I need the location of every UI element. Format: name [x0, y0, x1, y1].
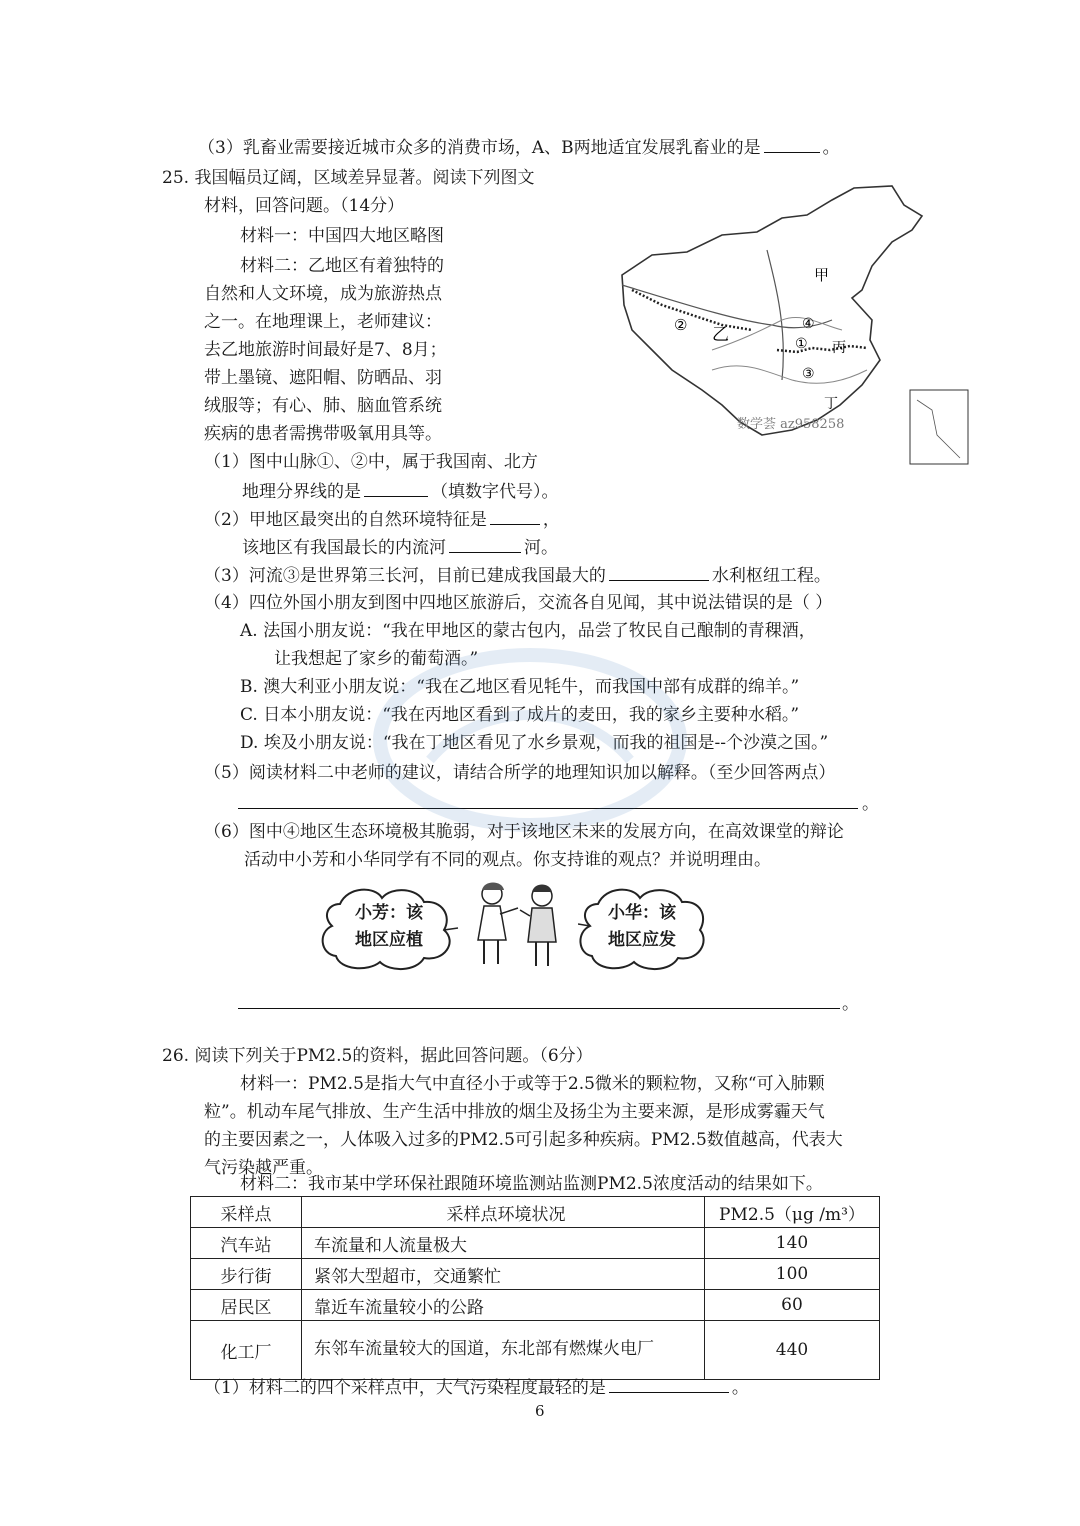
cell-env: 东邻车流量较大的国道，东北部有燃煤火电厂: [302, 1321, 705, 1380]
table-row: [191, 1259, 880, 1290]
q25-intro-1: 25. 我国幅员辽阔，区域差异显著。阅读下列图文: [162, 168, 535, 188]
answer-blank[interactable]: [449, 536, 521, 553]
header-env: 采样点环境状况: [302, 1197, 705, 1228]
q25-intro-2: 材料，回答问题。（14分）: [204, 196, 405, 216]
header-pm: PM2.5（μg /m³）: [705, 1197, 880, 1228]
q25-2-line-a: [204, 508, 560, 530]
q25-6-answer-line[interactable]: [238, 1008, 840, 1009]
cloud-xiaohua-line-2: 地区应发: [608, 930, 676, 951]
q25-2-text: （2）甲地区最突出的自然环境特征是: [204, 510, 487, 530]
answer-blank[interactable]: [609, 564, 709, 581]
material-2-line-4: 去乙地旅游时间最好是7、8月；: [204, 340, 447, 360]
option-c: C. 日本小朋友说：“我在丙地区看到了成片的麦田，我的家乡主要种水稻。”: [240, 705, 800, 725]
answer-blank[interactable]: [490, 508, 540, 525]
q25-5-line: （5）阅读材料二中老师的建议，请结合所学的地理知识加以解释。（至少回答两点）: [204, 763, 836, 783]
q25-5-end: 。: [862, 794, 879, 814]
region-boundary-north: [622, 285, 832, 328]
option-a-line-1: A. 法国小朋友说：“我在甲地区的蒙古包内，品尝了牧民自己酿制的青稞酒，: [240, 621, 816, 641]
material-2-line-5: 带上墨镜、遮阳帽、防晒品、羽: [204, 368, 442, 388]
pm25-table: [190, 1196, 880, 1380]
river-yellow: [712, 317, 842, 350]
q26-intro: 26. 阅读下列关于PM2.5的资料，据此回答问题。（6分）: [162, 1046, 593, 1066]
material-2-line-3: 之一。在地理课上，老师建议：: [204, 312, 442, 332]
q25-6-line-a: （6）图中④地区生态环境极其脆弱，对于该地区未来的发展方向，在高效课堂的辩论: [204, 822, 844, 842]
material-2-line-6: 绒服等；有心、肺、脑血管系统: [204, 396, 442, 416]
table-header-row: [191, 1197, 880, 1228]
q26-1-text: （1）材料二的四个采样点中，大气污染程度最轻的是: [204, 1378, 606, 1398]
cell-env: 车流量和人流量极大: [302, 1228, 705, 1259]
q25-2-end: ，: [542, 510, 560, 530]
q26-material-1-line-b: 粒”。机动车尾气排放、生产生活中排放的烟尘及扬尘为主要来源，是形成雾霾天气: [204, 1102, 825, 1122]
q25-2b-end: 河。: [524, 538, 558, 558]
q25-4-line: （4）四位外国小朋友到图中四地区旅游后，交流各自见闻，其中说法错误的是（ ）: [204, 593, 833, 613]
material-2-line-2: 自然和人文环境，成为旅游热点: [204, 284, 442, 304]
q25-1-line-b: [242, 480, 559, 502]
cloud-xiaofang-line-2: 地区应植: [355, 930, 423, 951]
header-site: 采样点: [191, 1197, 302, 1228]
q26-1-line: [204, 1376, 749, 1398]
cell-site: 居民区: [191, 1290, 302, 1321]
table-row: [191, 1321, 880, 1380]
region-boundary-qinghai-tibet: [767, 250, 783, 380]
cell-value: 100: [705, 1259, 880, 1290]
q25-6-line-b: 活动中小芳和小华同学有不同的观点。你支持谁的观点？并说明理由。: [244, 850, 771, 870]
q25-3-line: [204, 564, 831, 586]
cell-site: 步行街: [191, 1259, 302, 1290]
q24-3-end: 。: [822, 138, 840, 158]
q26-1-end: 。: [731, 1378, 749, 1398]
cloud-xiaofang-text: [333, 900, 445, 954]
q25-1-text: 地理分界线的是: [242, 482, 361, 502]
label-jia: 甲: [814, 266, 830, 284]
cell-site: 汽车站: [191, 1228, 302, 1259]
label-num-3: ③: [802, 366, 815, 382]
table-row: [191, 1228, 880, 1259]
table-row: [191, 1290, 880, 1321]
option-b: B. 澳大利亚小朋友说：“我在乙地区看见牦牛，而我国中部有成群的绵羊。”: [240, 677, 800, 697]
cell-site: 化工厂: [191, 1321, 302, 1380]
q26-material-2: 材料二：我市某中学环保社跟随环境监测站监测PM2.5浓度活动的结果如下。: [240, 1174, 823, 1194]
children-illustration: [470, 880, 570, 970]
label-ding: 丁: [824, 396, 838, 412]
material-2-line-7: 疾病的患者需携带吸氧用具等。: [204, 424, 442, 444]
q24-3-line: [198, 136, 840, 158]
page-number: 6: [535, 1402, 545, 1420]
mountain-range-qinling: [777, 346, 867, 352]
map-credit: 数学荟 az958258: [737, 417, 845, 432]
china-four-regions-map: [592, 180, 972, 470]
q25-1-end: （填数字代号）。: [431, 482, 559, 502]
cloud-xiaofang-line-1: 小芳：该: [355, 903, 423, 923]
answer-blank[interactable]: [364, 480, 428, 497]
label-yi: 乙: [712, 325, 729, 345]
mountain-range-kunlun: [632, 290, 752, 330]
inset-coast: [917, 400, 960, 458]
label-bing: 丙: [832, 340, 846, 356]
cell-value: 440: [705, 1321, 880, 1380]
watermark-logo: [370, 640, 690, 840]
label-num-1: ①: [795, 336, 808, 352]
q25-1-line-a: （1）图中山脉①、②中，属于我国南、北方: [204, 452, 538, 472]
cell-env: 紧邻大型超市，交通繁忙: [302, 1259, 705, 1290]
cloud-xiaohua-text: [590, 900, 694, 954]
label-num-4: ④: [802, 316, 815, 332]
q25-6-end: 。: [842, 994, 859, 1014]
china-outline: [622, 186, 922, 435]
cloud-xiaohua-line-1: 小华：该: [608, 903, 676, 923]
cell-value: 60: [705, 1290, 880, 1321]
q25-2-line-b: [242, 536, 558, 558]
option-d: D. 埃及小朋友说：“我在丁地区看见了水乡景观，而我的祖国是--个沙漠之国。”: [240, 733, 829, 753]
cell-env: 靠近车流量较小的公路: [302, 1290, 705, 1321]
option-a-line-2: 让我想起了家乡的葡萄酒。”: [274, 649, 479, 669]
material-1: 材料一：中国四大地区略图: [240, 226, 444, 246]
q26-material-1-line-a: 材料一：PM2.5是指大气中直径小于或等于2.5微米的颗粒物，又称“可入肺颗: [240, 1074, 825, 1094]
q25-2b-text: 该地区有我国最长的内流河: [242, 538, 446, 558]
q25-3-end: 水利枢纽工程。: [711, 566, 831, 586]
q26-material-1-line-c: 的主要因素之一，人体吸入过多的PM2.5可引起多种疾病。PM2.5数值越高，代表大: [204, 1130, 843, 1150]
q25-3-text: （3）河流③是世界第三长河，目前已建成我国最大的: [204, 566, 606, 586]
q26-material-1-line-d: 气污染越严重。: [204, 1158, 323, 1178]
river-yangtze: [712, 366, 867, 383]
cell-value: 140: [705, 1228, 880, 1259]
material-2-line-1: 材料二：乙地区有着独特的: [240, 256, 444, 276]
label-num-2: ②: [674, 316, 688, 334]
answer-blank[interactable]: [609, 1376, 729, 1393]
q24-3-text: （3）乳畜业需要接近城市众多的消费市场，A、B两地适宜发展乳畜业的是: [198, 138, 761, 158]
answer-blank[interactable]: [764, 136, 820, 153]
